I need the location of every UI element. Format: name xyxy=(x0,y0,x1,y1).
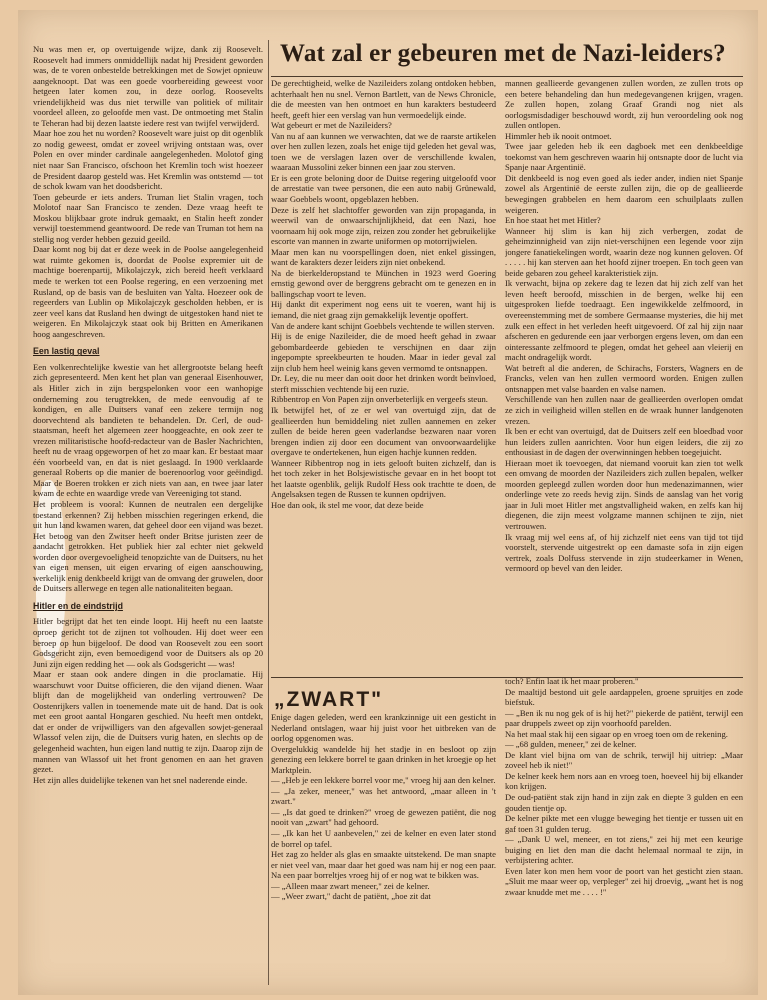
zwart-column-1 xyxy=(271,712,496,992)
paragraph: — „Is dat goed te drinken?" vroeg de gewezen patiënt, die nog nooit van „zwart" had gehoord. xyxy=(271,806,496,828)
paragraph: Hoe dan ook, ik stel me voor, dat deze beide xyxy=(271,499,424,510)
paragraph: — „Ben ik nu nog gek of is hij het?" piekerde de patiënt, terwijl een paar druppels zweet op zijn voorhoofd parelden. xyxy=(505,707,743,729)
paragraph: Na het maal stak hij een sigaar op en vroeg toen om de rekening. xyxy=(505,728,728,739)
paragraph: Enige dagen geleden, werd een krankzinnige uit een gesticht in Nederland ontslagen, waar hij juist voor het uitbreken van de oorlog opgenomen was. xyxy=(271,712,496,744)
left-column xyxy=(33,44,263,990)
paragraph: Hij dankt dit experiment nog eens uit te voeren, want hij is iemand, die niet graag zijn gemakkelijk leventje opoffert. xyxy=(271,299,496,321)
paragraph: Wat betreft al die anderen, de Schirachs, Forsters, Wagners en de Francks, velen van hen zullen vermoord worden. Enigen zullen ontsnappen met valse baarden en valse namen. xyxy=(505,362,743,394)
paragraph: — „Ja zeker, meneer," was het antwoord, „maar alleen in 't zwart." xyxy=(271,785,496,807)
paragraph: Het zag zo helder als glas en smaakte uitstekend. De man snapte er niet veel van, maar daar het goed was nam hij er nog een paar. Na een paar borreltjes vroeg hij of er nog wat te bikken was. xyxy=(271,849,496,881)
paragraph: Ribbentrop en Von Papen zijn onverbeterlijk en vergeefs steun. xyxy=(271,394,488,405)
paragraph: De klant viel bijna om van de schrik, terwijl hij uitriep: „Maar zoveel heb ik niet!" xyxy=(505,749,743,771)
paragraph: Toen gebeurde er iets anders. Truman liet Stalin vragen, toch Molotof naar San Francisco te zenden. Deze vraag heeft te Moskou blijkbaar grote indruk gemaakt, en Stalin heeft zonder verwijl toestemmend geantwoord. De rede van Truman tot hem na stellig nog verder hebben gezuid geeild. xyxy=(33,191,263,244)
article-column-1 xyxy=(271,78,496,676)
paragraph: Maar hoe zou het nu worden? Roosevelt ware juist op dit ogenblik zo nodig geweest, omdat er zoveel wrijving ontstaan was, over Polen en over minder cardinale aangelegenheden. Molotof ging niet naar San Francisco, ofschoon het Kremlin toch wist hoezeer de President daarop gesteld was. Het Kremlin was ontstemd — tot de schok kwam van het doodsbericht. xyxy=(33,128,263,192)
paragraph: De oud-patiënt stak zijn hand in zijn zak en diepte 3 gulden en een gouden tientje op. xyxy=(505,792,743,813)
paragraph: Hij is de enige Nazileider, die de moed heeft gehad in zwaar gebombardeerde gebieden te verschijnen en daar zijn ingepompte spreekbeurten te houden. Maar in ieder geval zal zijn club hem heel weinig kans geven vermomd te ontsnappen. xyxy=(271,331,496,373)
headline-rule xyxy=(271,76,743,77)
paragraph: Van de andere kant schijnt Goebbels vechtende te willen sterven. xyxy=(271,320,495,331)
paragraph: — „Alleen maar zwart meneer," zei de kelner. xyxy=(271,880,430,891)
paragraph: Ik vraag mij wel eens af, of hij zichzelf niet eens van tijd tot tijd voorstelt, stervende uitgestrekt op een damaste sofa in zijn eigen vertrek, zoals Dolfuss stervende in zijn studeerkamer in Wenen, vermoord op bevel van den leider. xyxy=(505,531,743,574)
paragraph: En hoe staat het met Hitler? xyxy=(505,215,601,226)
paragraph: Ik ben er echt van overtuigd, dat de Duitsers zelf een bloedbad voor hun leiders zullen aanrichten. Voor hun eigen leiders, die zij zo enthousiast in de dagen der overwinningen hebben toegejuicht. xyxy=(505,426,743,458)
paragraph: Een volkenrechtelijke kwestie van het allergrootste belang heeft zich gepresenteerd. Men kent het plan van generaal Eisenhouwer, als Hitler zich in zijn bergspelonken voor een wanhopige onderneming zou terugtrekken, de mede eenvoudig af te kondigen, en alle Duitsers vanaf een zekere termijn nog doorvechtend als bandieten te behandelen. Dr. Cerl, de oud-staatsman, heeft het algemeen zeer hooggeachte, en ook zeer te vrezen militaristische hoofd-redacteur van de Basler Nachrichten, heeft nu de vraag opgeworpen of het zo maar kan. Er bestaat maar één voorbeeld van, en dat is niet geslaagd. In 1900 verklaarde generaal Roberts op die manier de boerenoorlog voor geëindigd. Maar de Boeren trokken er zich niets van aan, en twee jaar later kwam de echte en waardige vrede van Vereeniging tot stand. xyxy=(33,361,263,499)
section-heading: Een lastig geval xyxy=(33,346,100,357)
paragraph: Dit denkbeeld is nog even goed als ieder ander, indien niet Spanje zowel als Argentinië de eerste zullen zijn, die op de geallieerde bewegingen grabbelen en hem daarom een schuilplaats zullen weigeren. xyxy=(505,172,743,215)
paragraph: Overgelukkig wandelde hij het stadje in en besloot op zijn genezing een lekkere borrel te gaan drinken in het kroegje op het Marktplein. xyxy=(271,743,496,775)
paragraph: Daar komt nog bij dat er deze week in de Poolse aangelegenheid wat ruimte gekomen is, doordat de Poolse expremier uit de machtige boerenpartij, Mikolajczyk, zich bereid heeft verklaard mede te werken tot een Poolse regering, en een verzoening met Rusland, op de basis van de besluiten van Yalta. Hoezeer ook de regeerders van Lublin op Mikolajczyk gescholden hebben, er is zeer veel kans dat Rusland hen dwingt de uitgestoken hand niet te weigeren. En Mikolajczyk staat ook bij Britten en Amerikanen hoog aangeschreven. xyxy=(33,244,263,339)
paragraph: Twee jaar geleden heb ik een dagboek met een denkbeeldige toekomst van hem geschreven waarin hij ontsnapte door de lucht via Spanje naar Argentinië. xyxy=(505,141,743,173)
paragraph: Er is een grote beloning door de Duitse regering uitgeloofd voor de arrestatie van twee personen, die een auto nabij Grünewald, waar Goebbels woont, opgeblazen hebben. xyxy=(271,172,496,205)
paragraph: Hitler begrijpt dat het ten einde loopt. Hij heeft nu een laatste oproep gericht tot de zijnen tot volhouden. Hij doet weer een beroep op hun bijgeloof. De dood van Roosevelt zou een soort Godsgericht zijn, even bemoedigend voor de Duitsers als op 20 Juni zijn eigen redding het — ook als Godsgericht — was! xyxy=(33,616,263,669)
page-headline: Wat zal er gebeuren met de Nazi-leiders? xyxy=(280,40,726,67)
paragraph: Wanneer Ribbentrop nog in iets gelooft buiten zichzelf, dan is het toch zeker in het Bolsjewistische gevaar en in het boopt tot het laatste ogenblik, gelijk Rudolf Hess ook trachtte te doen, de Angelsaksen tegen de Russen te kunnen opdrijven. xyxy=(271,457,496,500)
paragraph: Het probleem is vooral: Kunnen de neutralen een dergelijke toestand erkennen? Zij hebben misschien regeringen erkend, die uit hun land kwamen waren, dat geheel door een vijand was bezet. Het betoog van den Zwitser heeft onder Britse juristen zeer de aandacht getrokken. Het publiek hier zal echter niet gekweld worden door overgevoeligheid tenopzichte van de Duitsers, nu het van eigen mensen, uit eigen ervaring of eigen aanschouwing, werkelijk enig denkbeeld krijgt van de omvang der gruwelen, door de Duitsers allerwege en tegen alle nationaliteiten begaan. xyxy=(33,498,263,594)
paragraph: Na de bierkelderopstand te München in 1923 werd Goering ernstig gewond over de berggrens gebracht om te genezen en in ballingschap voort te leven. xyxy=(271,267,496,299)
paragraph: mannen geallieerde gevangenen zullen worden, ze zullen trots op een betere behandeling dan hun medegevangenen krijgen, vragen. Ze zullen hopen, zolang Graaf Grandi nog niet als oorlogsmisdadiger beschouwd wordt, zij hun veroordeling ook nog zullen ontlopen. xyxy=(505,78,743,131)
paragraph: Hieraan moet ik toevoegen, dat niemand vooruit kan zien tot welk een omvang de moorden der Nazileiders zich zullen bepalen, welker moorden gepleegd zullen worden door hun medenazimannen, wier onderlinge vete zo reeds hevig zijn. Sinds de aanslag van het vorig jaar in Juli moet Hitler met angstvalligheid waken, en zelfs kan hij diegenen, die zijn meest volgzame mannen schijnen te zijn, niet vertrouwen. xyxy=(505,457,743,531)
paragraph: De kelner keek hem nors aan en vroeg toen, hoeveel hij bij elkander kon krijgen. xyxy=(505,770,743,792)
paragraph: — „Heb je een lekkere borrel voor me," vroeg hij aan den kelner. xyxy=(271,775,496,786)
paragraph: Wat gebeurt er met de Nazileiders? xyxy=(271,120,392,131)
paragraph: Maar er staan ook andere dingen in die proclamatie. Hij waarschuwt voor Duitse officieren, die den vijand dienen. Waar blijft dan de mogelijkheid van onderling vertrouwen? De Oostenrijkers vallen in toenemende mate uit de hand. Dat is ook met een groot aantal Hongaren geschied. Nu heeft men ontdekt, dat er onder de vrijwilligers van den afgevallen sowjet-generaal Wlassof velen zijn, die de Duitsers vurig haten, en slechts op de gelegenheid wachten, hun eigen land nuttig te zijn. Daarop zijn de mannen van Wlassof uit het front genomen en aan het graven gezet. xyxy=(33,669,263,775)
paragraph: Van nu af aan kunnen we verwachten, dat we de raarste artikelen over hen zullen lezen, zoals het enige tijd geleden het geval was, toen we de verslagen lazen over de verschillende kwalen, waaraan Mussolini zeker binnen een jaar zou sterven. xyxy=(271,130,496,173)
paragraph: Het zijn alles duidelijke tekenen van het snel naderende einde. xyxy=(33,774,248,785)
zwart-article-title: „ZWART" xyxy=(274,688,384,711)
paragraph: De gerechtigheid, welke de Nazileiders zolang ontdoken hebben, achterhaalt hen nu snel. Vernon Bartlett, van de News Chronicle, die de meesten van hen ontmoet en hun karakters bestudeerd heeft, geeft hier een verslag van hun vermoedelijk einde. xyxy=(271,78,496,120)
paragraph: Nu was men er, op overtuigende wijze, dank zij Roosevelt. Roosevelt had immers onmiddellijk nadat hij President geworden was, de te voren onbestelde betrekkingen met de Sowjet opnieuw aangeknoopt. Dat was een goede voorbereiding geweest voor hetgeen later komen zou, in deze oorlog. Roosevelts vriendelijkheid was dus niet terwille van politiek of militair voordeel alleen, zo geloofde men vast. De ontmoeting met Stalin te Teheran had bij dezen laatste iedere rest van twijfel verwijderd. xyxy=(33,44,263,128)
paragraph: Ik betwijfel het, of ze er wel van overtuigd zijn, dat de geallieerden hun bemiddeling niet zullen aannemen en zeker zullen de beide heren geen vaderlandse bezwaren naar voren brengen indien zij door een document van onvoorwaardelijke overgave te ondertekenen, hun eigen hachje kunnen redden. xyxy=(271,404,496,458)
paragraph: toch? Enfin laat ik het maar proberen." xyxy=(505,676,639,686)
paragraph: Verschillende van hen zullen naar de geallieerden overlopen omdat ze zich in veiligheid willen stellen en de wraak hunner landgenoten vrezen. xyxy=(505,394,743,426)
paragraph: Dr. Ley, die nu meer dan ooit door het drinken wordt beïnvloed, sterft misschien vechtende bij een ruzie. xyxy=(271,373,496,394)
paragraph: Even later kon men hem voor de poort van het gesticht zien staan. „Sluit me maar weer op, verpleger" zei hij droevig, „want het is nog zwaar knudde met me . . . . !" xyxy=(505,865,743,897)
section-heading: Hitler en de eindstrijd xyxy=(33,600,123,611)
paragraph: Himmler heb ik nooit ontmoet. xyxy=(505,130,612,141)
paragraph: — „Weer zwart," dacht de patiënt, „hoe zit dat xyxy=(271,891,431,902)
paragraph: Deze is zelf het slachtoffer geworden van zijn propaganda, in weerwil van de onwaarschijnlijkheid, dat een Nazi, hoe voornaam hij ook moge zijn, reizen zou zonder het gebruikelijke escorte van mannen in zwarte uniformen op motorrijwielen. xyxy=(271,204,496,247)
paragraph: De kelner pikte met een vlugge beweging het tientje er tussen uit en gaf toen 31 gulden terug. xyxy=(505,813,743,834)
article-column-2 xyxy=(505,78,743,676)
paragraph: — „68 gulden, meneer," zei de kelner. xyxy=(505,739,637,750)
paragraph: — „Dank U wel, meneer, en tot ziens," zei hij met een keurige buiging en liet den man die dacht helemaal normaal te zijn, in verbijstering achter. xyxy=(505,834,743,866)
zwart-column-2 xyxy=(505,676,743,992)
paragraph: De maaltijd bestond uit gele aardappelen, groene spruitjes en zode biefstuk. xyxy=(505,686,743,708)
paragraph: Ik verwacht, bijna op zekere dag te lezen dat hij zich zelf van het leven heeft beroofd, misschien in de bergen, welke hij een uitgesproken liefde toedraagt. Een ingewikkelde zelfmoord, in overeenstemming met de sombere Germaanse mysteries, die hij met zulk een effect in het verleden heeft uitgevoerd. Of zal hij zijn naar afscheren en gedurende een jaar verborgen ergens leven, om dan een ointeressante zelfmoord te plegen, omdat het geheel aan vleierij en macht ondragelijk wordt. xyxy=(505,278,743,363)
paragraph: Maar men kan nu voorspellingen doen, niet enkel gissingen, want de karakters dezer leiders zijn niet onbekend. xyxy=(271,246,496,268)
paragraph: — „Ik kan het U aanbevelen," zei de kelner en even later stond de borrel op tafel. xyxy=(271,828,496,849)
paragraph: Wanneer hij slim is kan hij zich verbergen, zodat de geheimzinnigheid van zijn niet-verschijnen een legende voor zijn jongere fanatiekelingen wordt, waarin deze nog kunnen geloven. Of . . . . . hij kan sterven aan het hoofd zijner troepen. En toch geen van beide gebaren zou geheel karakteristiek zijn. xyxy=(505,225,743,278)
column-divider xyxy=(268,40,269,985)
